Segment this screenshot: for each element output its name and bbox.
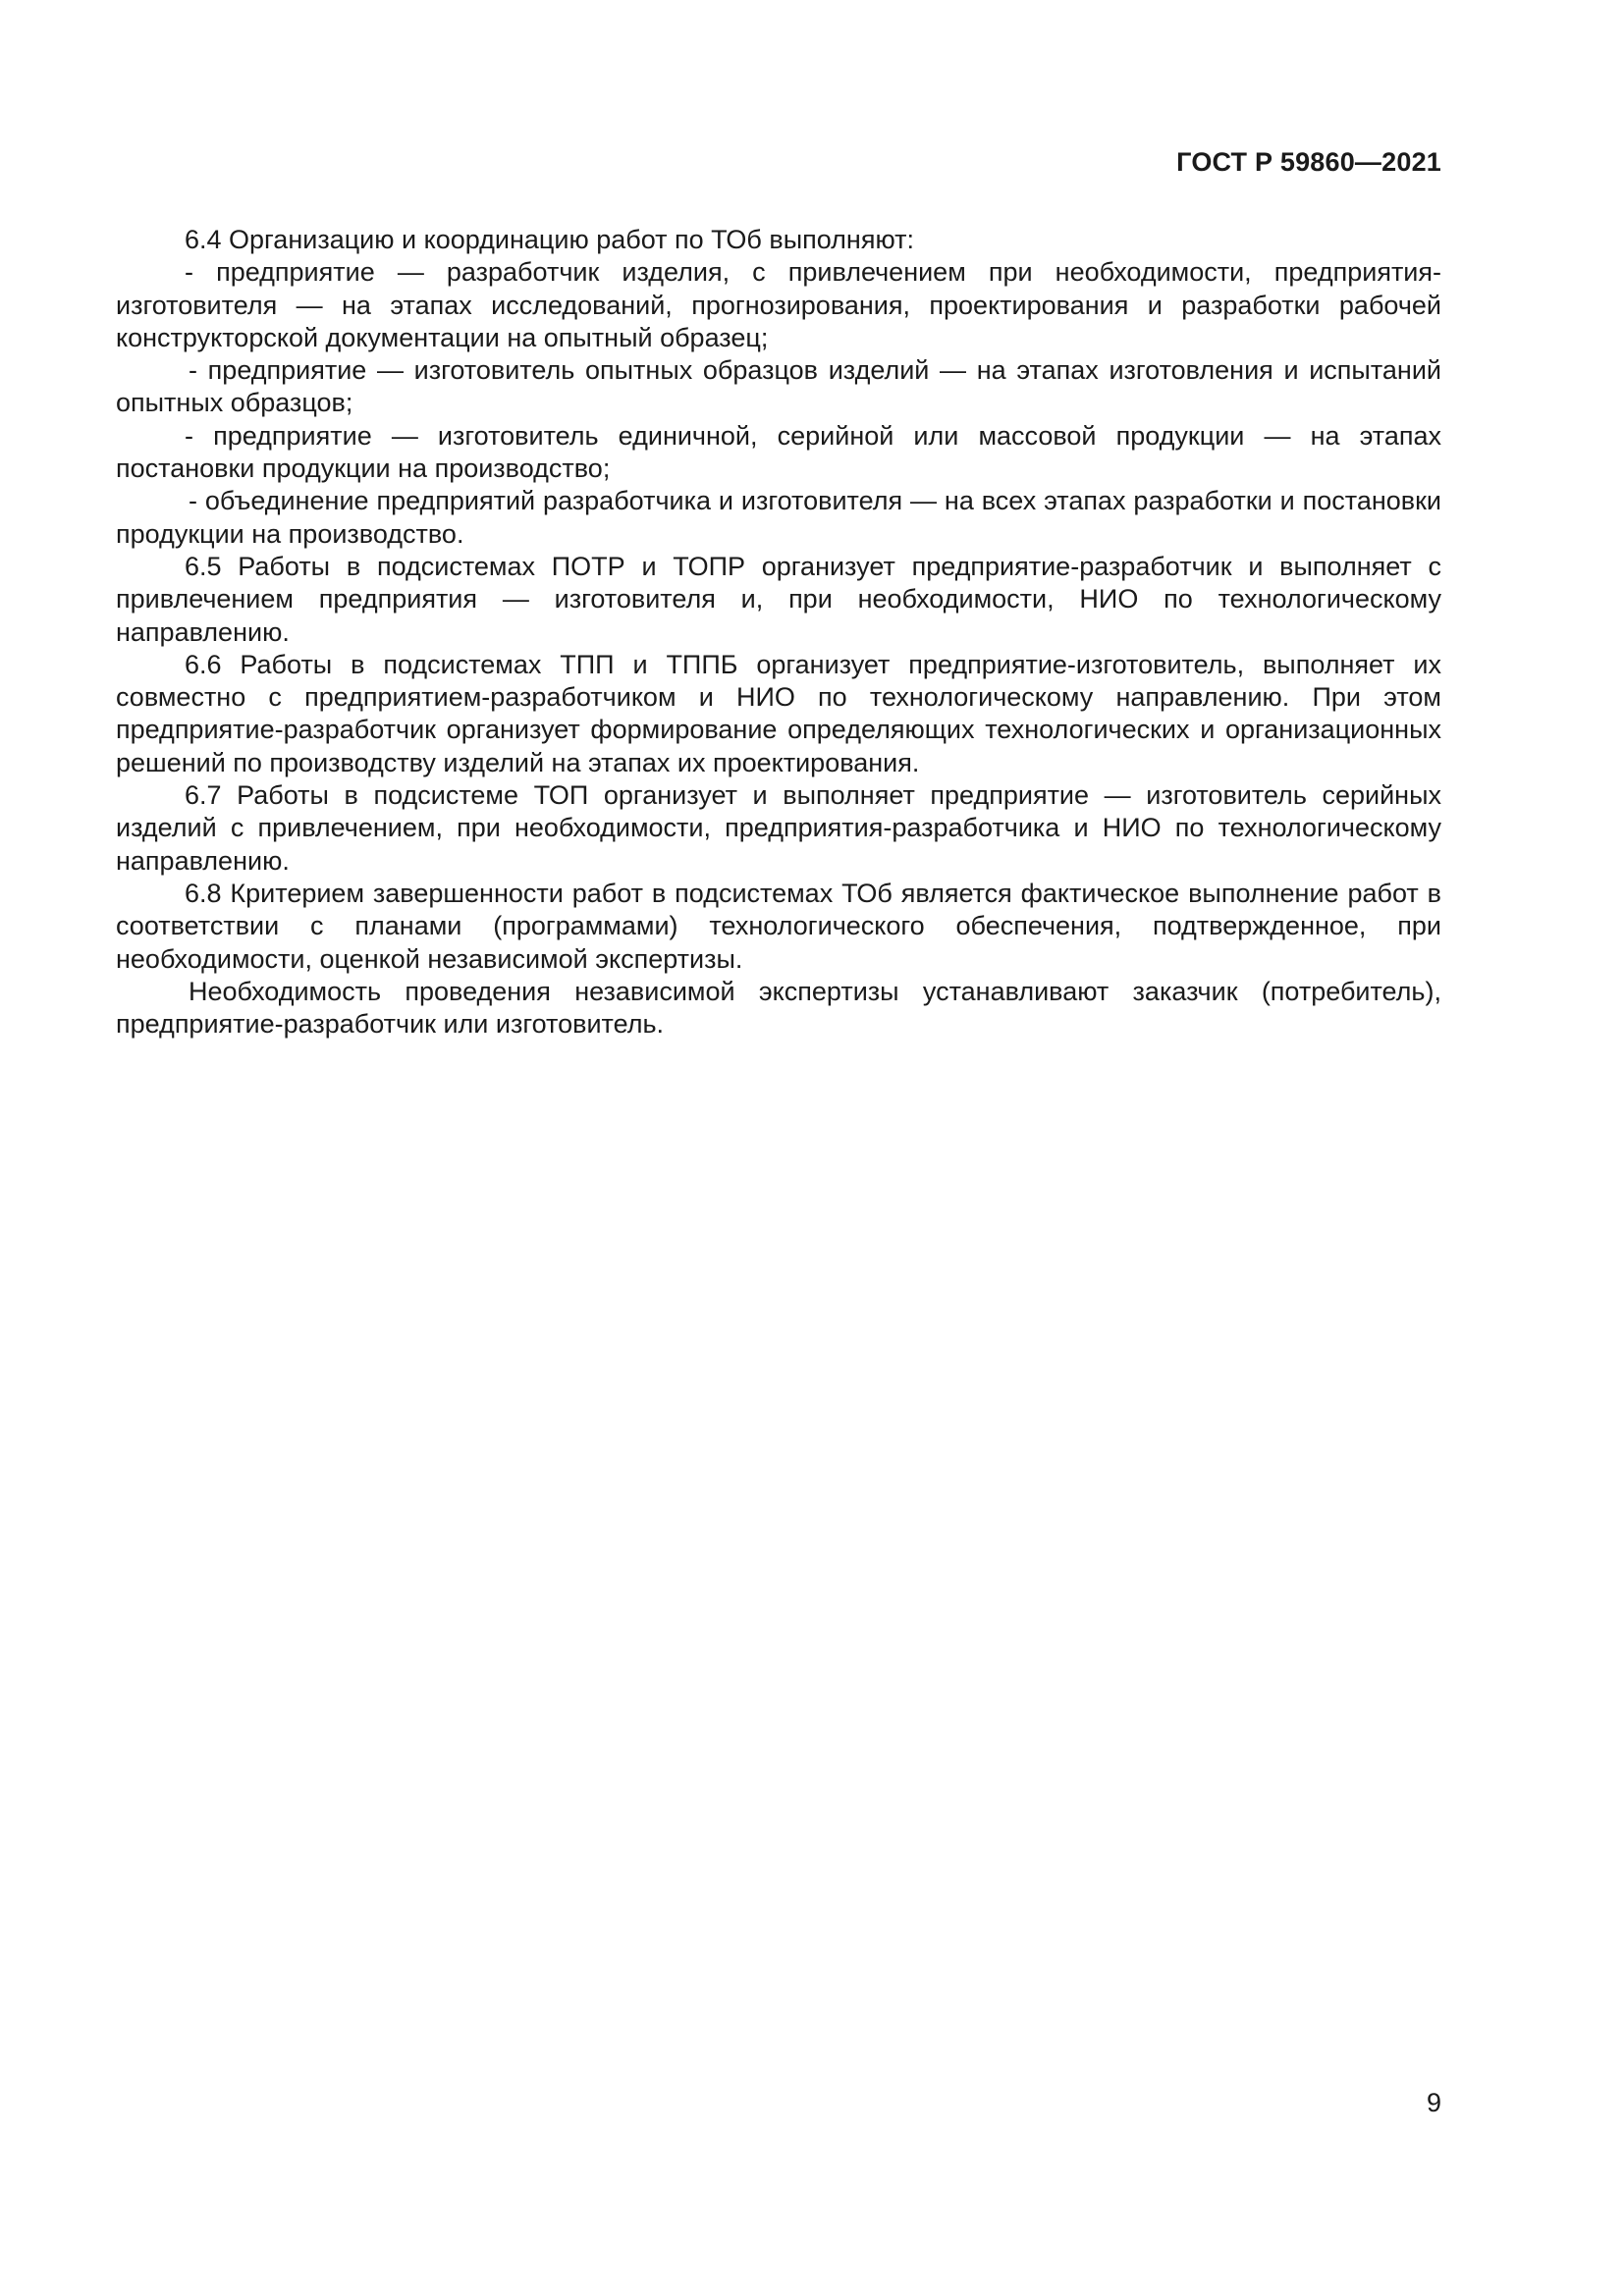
list-item-serial-manufacturer: - предприятие — изготовитель единичной, серийной или массовой продукции — на этапах постановки продукции на производство; bbox=[116, 420, 1441, 484]
page-number: 9 bbox=[1426, 2088, 1441, 2117]
paragraph-6-4: 6.4 Организацию и координацию работ по ТОб выполняют: bbox=[185, 225, 914, 254]
list-item-association: - объединение предприятий разработчика и изготовителя — на всех этапах разработки и постановки продукции на производство. bbox=[116, 486, 1441, 549]
list-item-developer: - предприятие — разработчик изделия, с привлечением при необходимости, предприятия-изготовителя — на этапах исследований, прогнозирования, проектирования и разработки рабочей конструкторской документации на опытный образец; bbox=[116, 257, 1441, 352]
paragraph-independent-expertise: Необходимость проведения независимой экспертизы устанавливают заказчик (потребитель), предприятие-разработчик или изготовитель. bbox=[116, 976, 1441, 1040]
paragraph-6-7: 6.7 Работы в подсистеме ТОП организует и выполняет предприятие — изготовитель серийных изделий с привлечением, при необходимости, предприятия-разработчика и НИО по технологическому направлению. bbox=[116, 780, 1441, 876]
paragraph-6-5: 6.5 Работы в подсистемах ПОТР и ТОПР организует предприятие-разработчик и выполняет с привлечением предприятия — изготовителя и, при необходимости, НИО по технологическому направлению. bbox=[116, 551, 1441, 647]
paragraph-6-8: 6.8 Критерием завершенности работ в подсистемах ТОб является фактическое выполнение работ в соответствии с планами (программами) технологического обеспечения, подтвержденное, при необходимости, оценкой независимой экспертизы. bbox=[116, 878, 1441, 974]
document-body bbox=[116, 224, 1441, 1041]
document-header: ГОСТ Р 59860—2021 bbox=[1176, 147, 1441, 177]
list-item-prototype-manufacturer: - предприятие — изготовитель опытных образцов изделий — на этапах изготовления и испытаний опытных образцов; bbox=[116, 355, 1441, 418]
paragraph-6-6: 6.6 Работы в подсистемах ТПП и ТППБ организует предприятие-изготовитель, выполняет их совместно с предприятием-разработчиком и НИО по технологическому направлению. При этом предприятие-разработчик организует формирование определяющих технологических и организационных решений по производству изделий на этапах их проектирования. bbox=[116, 649, 1441, 777]
